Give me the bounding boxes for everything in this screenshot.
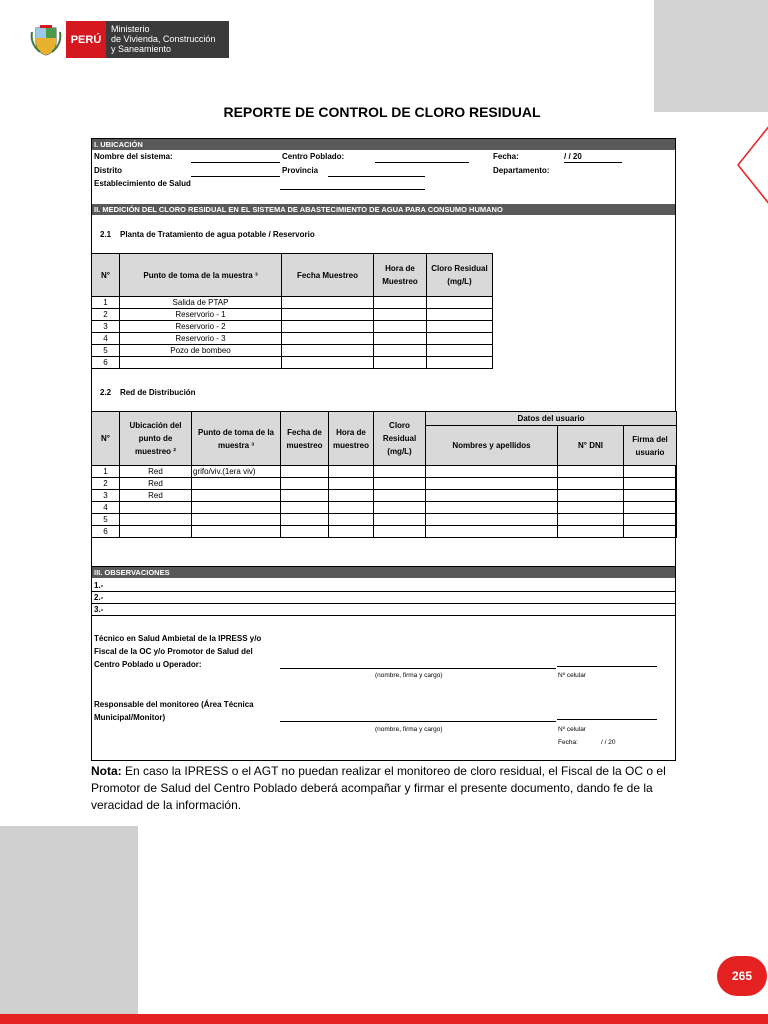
planta-heading-num: 2.1 — [100, 230, 112, 239]
cell-hora[interactable] — [329, 502, 374, 514]
row-ubicacion — [120, 526, 192, 538]
table-row — [92, 466, 677, 478]
cell-cloro[interactable] — [374, 478, 426, 490]
peru-logo: PERÚ — [66, 21, 106, 58]
cell-hora[interactable] — [374, 345, 427, 357]
planta-header-hora: Hora de Muestreo — [374, 254, 427, 297]
label-centro-poblado: Centro Poblado: — [282, 152, 345, 161]
table-row — [92, 502, 677, 514]
planta-table — [91, 253, 493, 369]
planta-header-punto: Punto de toma de la muestra ³ — [120, 254, 282, 297]
cell-fecha[interactable] — [281, 466, 329, 478]
page-title: REPORTE DE CONTROL DE CLORO RESIDUAL — [223, 104, 541, 120]
cell-cloro[interactable] — [427, 357, 493, 369]
decorative-grey-block-top — [654, 0, 768, 112]
row-punto — [192, 526, 281, 538]
cell-fecha[interactable] — [281, 490, 329, 502]
table-row — [92, 309, 493, 321]
responsable-fecha-field[interactable]: / / 20 — [601, 739, 616, 746]
row-ubicacion: Red — [120, 478, 192, 490]
field-nombre-sistema[interactable] — [191, 162, 280, 163]
row-num: 6 — [92, 357, 120, 369]
responsable-fecha-label: Fecha: — [558, 739, 578, 746]
cell-hora[interactable] — [374, 333, 427, 345]
responsable-celular-caption: Nº celular — [558, 726, 587, 733]
cell-hora[interactable] — [374, 309, 427, 321]
nota-paragraph — [91, 763, 691, 814]
table-row — [92, 345, 493, 357]
red-header-cloro: Cloro Residual (mg/L) — [374, 412, 426, 466]
cell-cloro[interactable] — [374, 502, 426, 514]
page-number: 265 — [717, 956, 767, 996]
cell-hora[interactable] — [329, 514, 374, 526]
red-header-hora: Hora de muestreo — [329, 412, 374, 466]
coat-of-arms-icon — [30, 24, 62, 57]
cell-firma[interactable] — [624, 526, 677, 538]
cell-cloro[interactable] — [374, 466, 426, 478]
field-tecnico-celular[interactable] — [557, 666, 657, 667]
cell-fecha[interactable] — [282, 333, 374, 345]
cell-fecha[interactable] — [281, 514, 329, 526]
row-ubicacion — [120, 514, 192, 526]
nota-label: Nota: — [91, 764, 122, 778]
cell-firma[interactable] — [624, 466, 677, 478]
cell-firma[interactable] — [624, 490, 677, 502]
table-row — [92, 297, 493, 309]
planta-heading: Planta de Tratamiento de agua potable / Reservorio — [120, 230, 315, 239]
cell-hora[interactable] — [329, 478, 374, 490]
decorative-grey-block-bottom — [0, 826, 138, 1024]
field-distrito[interactable] — [191, 176, 280, 177]
cell-cloro[interactable] — [374, 514, 426, 526]
field-fecha[interactable]: / / 20 — [564, 152, 622, 163]
cell-fecha[interactable] — [281, 502, 329, 514]
label-provincia: Provincia — [282, 166, 319, 175]
observacion-3[interactable]: 3.- — [92, 604, 675, 616]
observacion-2[interactable]: 2.- — [92, 592, 675, 604]
red-header-num: N° — [92, 412, 120, 466]
label-nombre-sistema: Nombre del sistema: — [94, 152, 173, 161]
table-row — [92, 490, 677, 502]
decorative-chevron-icon — [730, 115, 768, 215]
cell-fecha[interactable] — [281, 478, 329, 490]
cell-cloro[interactable] — [374, 526, 426, 538]
field-provincia[interactable] — [328, 176, 425, 177]
row-punto: Reservorio - 1 — [120, 309, 282, 321]
cell-dni[interactable] — [558, 478, 624, 490]
planta-header-num: N° — [92, 254, 120, 297]
field-responsable-celular[interactable] — [557, 719, 657, 720]
cell-dni[interactable] — [558, 502, 624, 514]
tecnico-celular-caption: Nº celular — [558, 672, 587, 679]
red-header-punto: Punto de toma de la muestra ³ — [192, 412, 281, 466]
cell-cloro[interactable] — [427, 309, 493, 321]
cell-hora[interactable] — [329, 466, 374, 478]
red-header-datos-usuario: Datos del usuario — [426, 412, 677, 426]
section-observaciones-header: III. OBSERVACIONES — [92, 567, 675, 578]
row-punto — [192, 478, 281, 490]
cell-nombres[interactable] — [426, 466, 558, 478]
cell-nombres[interactable] — [426, 478, 558, 490]
red-heading: Red de Distribución — [120, 388, 196, 397]
row-punto: Reservorio - 2 — [120, 321, 282, 333]
row-punto: grifo/viv.(1era viv) — [192, 466, 281, 478]
row-num: 6 — [92, 526, 120, 538]
cell-cloro[interactable] — [427, 345, 493, 357]
label-fecha: Fecha: — [493, 152, 519, 161]
cell-dni[interactable] — [558, 526, 624, 538]
tecnico-label: Técnico en Salud Ambietal de la IPRESS y/o Fiscal de la OC y/o Promotor de Salud del Centro Poblado u Operador: — [94, 634, 262, 669]
row-ubicacion: Red — [120, 490, 192, 502]
label-departamento: Departamento: — [493, 166, 550, 175]
row-punto — [192, 502, 281, 514]
row-punto: Salida de PTAP — [120, 297, 282, 309]
responsable-label: Responsable del monitoreo (Área Técnica Municipal/Monitor) — [94, 700, 254, 722]
ministry-logo: Ministerio de Vivienda, Construcción y Saneamiento — [106, 21, 229, 58]
table-row — [92, 526, 677, 538]
cell-dni[interactable] — [558, 490, 624, 502]
row-num: 5 — [92, 514, 120, 526]
row-ubicacion — [120, 502, 192, 514]
red-header-firma: Firma del usuario — [624, 426, 677, 466]
cell-fecha[interactable] — [282, 345, 374, 357]
cell-cloro[interactable] — [427, 321, 493, 333]
cell-fecha[interactable] — [282, 321, 374, 333]
tecnico-nombre-caption: (nombre, firma y cargo) — [375, 672, 443, 679]
observacion-1[interactable]: 1.- — [92, 580, 675, 592]
row-num: 3 — [92, 321, 120, 333]
label-establecimiento: Establecimiento de Salud — [94, 179, 191, 188]
nota-text: En caso la IPRESS o el AGT no puedan realizar el monitoreo de cloro residual, el Fiscal de la OC o el Promotor de Salud del Centro Poblado deberá acompañar y firmar el presente documento, dando fe de la veracidad de la información. — [91, 764, 666, 812]
row-num: 3 — [92, 490, 120, 502]
row-num: 4 — [92, 502, 120, 514]
planta-header-cloro: Cloro Residual (mg/L) — [427, 254, 493, 297]
row-punto — [192, 490, 281, 502]
responsable-nombre-caption: (nombre, firma y cargo) — [375, 726, 443, 733]
cell-hora[interactable] — [374, 357, 427, 369]
field-tecnico-firma[interactable] — [280, 668, 556, 669]
row-num: 2 — [92, 309, 120, 321]
red-table — [91, 411, 677, 538]
row-num: 4 — [92, 333, 120, 345]
cell-dni[interactable] — [558, 514, 624, 526]
table-row — [92, 478, 677, 490]
cell-fecha[interactable] — [282, 297, 374, 309]
section-medicion-header: II. MEDICIÓN DEL CLORO RESIDUAL EN EL SISTEMA DE ABASTECIMIENTO DE AGUA PARA CONSUMO HUMANO — [92, 204, 675, 215]
red-header-nombres: Nombres y apellidos — [426, 426, 558, 466]
table-row — [92, 514, 677, 526]
red-heading-num: 2.2 — [100, 388, 112, 397]
cell-nombres[interactable] — [426, 490, 558, 502]
cell-hora[interactable] — [374, 321, 427, 333]
row-punto: Pozo de bombeo — [120, 345, 282, 357]
table-row — [92, 333, 493, 345]
table-row — [92, 357, 493, 369]
row-num: 2 — [92, 478, 120, 490]
row-num: 1 — [92, 466, 120, 478]
cell-nombres[interactable] — [426, 502, 558, 514]
section-ubicacion-header: I. UBICACIÓN — [92, 139, 675, 150]
red-header-ubicacion: Ubicación del punto de muestreo ² — [120, 412, 192, 466]
cell-cloro[interactable] — [427, 333, 493, 345]
cell-fecha[interactable] — [282, 357, 374, 369]
field-responsable-firma[interactable] — [280, 721, 556, 722]
row-punto: Reservorio - 3 — [120, 333, 282, 345]
row-num: 5 — [92, 345, 120, 357]
cell-fecha[interactable] — [281, 526, 329, 538]
cell-hora[interactable] — [329, 490, 374, 502]
row-ubicacion: Red — [120, 466, 192, 478]
table-row — [92, 321, 493, 333]
cell-cloro[interactable] — [374, 490, 426, 502]
cell-dni[interactable] — [558, 466, 624, 478]
cell-hora[interactable] — [374, 297, 427, 309]
cell-hora[interactable] — [329, 526, 374, 538]
field-centro-poblado[interactable] — [375, 162, 469, 163]
red-header-dni: N° DNI — [558, 426, 624, 466]
row-num: 1 — [92, 297, 120, 309]
cell-fecha[interactable] — [282, 309, 374, 321]
cell-cloro[interactable] — [427, 297, 493, 309]
field-establecimiento[interactable] — [280, 189, 425, 190]
row-punto — [120, 357, 282, 369]
cell-firma[interactable] — [624, 478, 677, 490]
planta-header-fecha: Fecha Muestreo — [282, 254, 374, 297]
cell-firma[interactable] — [624, 502, 677, 514]
row-punto — [192, 514, 281, 526]
cell-nombres[interactable] — [426, 514, 558, 526]
red-header-fecha: Fecha de muestreo — [281, 412, 329, 466]
label-distrito: Distrito — [94, 166, 122, 175]
footer-red-bar — [0, 1014, 768, 1024]
cell-nombres[interactable] — [426, 526, 558, 538]
cell-firma[interactable] — [624, 514, 677, 526]
